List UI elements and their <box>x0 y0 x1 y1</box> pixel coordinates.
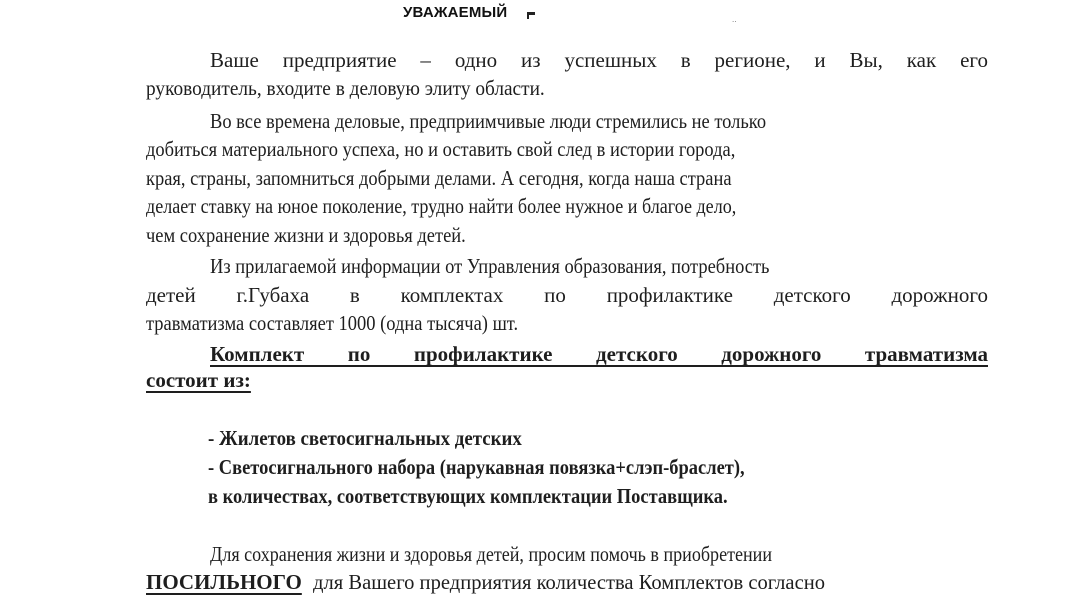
emphasis-posilnogo: ПОСИЛЬНОГО <box>146 570 302 594</box>
paragraph-4-line-2-rest: для Вашего предприятия количества Комплектов согласно <box>313 570 826 594</box>
paragraph-3-line-1: Из прилагаемой информации от Управления образования, потребность <box>210 254 770 278</box>
kit-heading-line-1: Комплект по профилактике детского дорожного травматизма <box>210 342 988 366</box>
paragraph-2-line-2: добиться материального успеха, но и оставить свой след в истории города, <box>146 137 736 161</box>
paragraph-2-line-5: чем сохранение жизни и здоровья детей. <box>146 223 466 247</box>
kit-item-signal-set: - Светосигнального набора (нарукавная повязка+слэп-браслет), <box>208 455 745 479</box>
scan-artifact: .. <box>732 15 737 24</box>
paragraph-3-line-3: травматизма составляет 1000 (одна тысяча) шт. <box>146 311 519 335</box>
paragraph-3-line-2: детей г.Губаха в комплектах по профилактике детского дорожного <box>146 283 988 307</box>
paragraph-2-line-4: делает ставку на юное поколение, трудно найти более нужное и благое дело, <box>146 194 737 218</box>
paragraph-1-line-2: руководитель, входите в деловую элиту области. <box>146 76 545 100</box>
paragraph-4-line-1: Для сохранения жизни и здоровья детей, просим помочь в приобретении <box>210 542 772 566</box>
kit-item-vests: - Жилетов светосигнальных детских <box>208 426 522 450</box>
paragraph-2-line-3: края, страны, запомниться добрыми делами. А сегодня, когда наша страна <box>146 166 732 190</box>
kit-heading-line-2: состоит из: <box>146 368 251 392</box>
letter-heading: УВАЖАЕМЫЙ <box>403 4 508 21</box>
paragraph-1-line-1: Ваше предприятие – одно из успешных в регионе, и Вы, как его <box>210 48 988 72</box>
paragraph-4-line-2 <box>146 568 988 596</box>
paragraph-2-line-1: Во все времена деловые, предприимчивые люди стремились не только <box>210 109 767 133</box>
heading-obscured-mark <box>527 12 535 19</box>
kit-item-quantities: в количествах, соответствующих комплектации Поставщика. <box>208 484 728 508</box>
